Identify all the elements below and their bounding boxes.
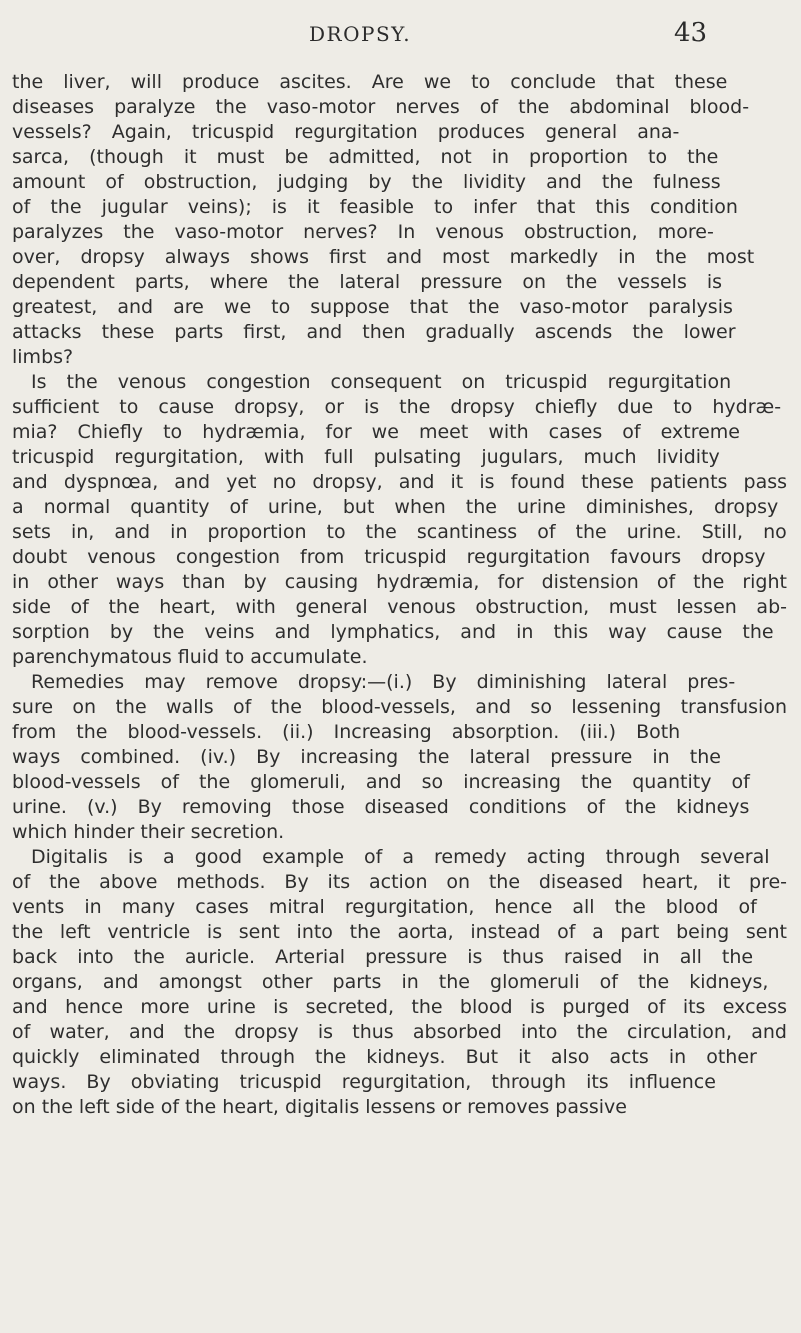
text-line: diseases paralyze the vaso-motor nerves of the abdominal blood-	[12, 96, 750, 118]
text-line: doubt venous congestion from tricuspid regurgitation favours dropsy	[12, 546, 766, 568]
text-line: sufficient to cause dropsy, or is the dropsy chiefly due to hydræ-	[12, 396, 782, 418]
paragraph	[12, 370, 801, 670]
body-text	[12, 70, 801, 1120]
text-line: Digitalis is a good example of a remedy acting through several	[31, 846, 770, 868]
text-line: amount of obstruction, judging by the lividity and the fulness	[12, 171, 721, 193]
text-line: over, dropsy always shows first and most markedly in the most	[12, 246, 755, 268]
text-line: parenchymatous fluid to accumulate.	[12, 646, 368, 668]
text-line: dependent parts, where the lateral pressure on the vessels is	[12, 271, 723, 293]
text-line: of the jugular veins); is it feasible to infer that this condition	[12, 196, 738, 218]
text-line: from the blood-vessels. (ii.) Increasing absorption. (iii.) Both	[12, 721, 681, 743]
page-number: 43	[674, 18, 708, 48]
text-line: Is the venous congestion consequent on tricuspid regurgitation	[31, 371, 732, 393]
paragraph	[12, 670, 801, 845]
running-head: DROPSY.	[309, 22, 412, 46]
text-line: blood-vessels of the glomeruli, and so increasing the quantity of	[12, 771, 750, 793]
text-line: sarca, (though it must be admitted, not in proportion to the	[12, 146, 719, 168]
text-line: a normal quantity of urine, but when the urine diminishes, dropsy	[12, 496, 779, 518]
text-line: of water, and the dropsy is thus absorbed into the circulation, and	[12, 1021, 787, 1043]
text-line: limbs?	[12, 346, 74, 368]
text-line: tricuspid regurgitation, with full pulsating jugulars, much lividity	[12, 446, 720, 468]
text-line: mia? Chiefly to hydræmia, for we meet with cases of extreme	[12, 421, 740, 443]
text-line: back into the auricle. Arterial pressure is thus raised in all the	[12, 946, 754, 968]
text-line: paralyzes the vaso-motor nerves? In venous obstruction, more-	[12, 221, 714, 243]
text-line: the left ventricle is sent into the aorta, instead of a part being sent	[12, 921, 787, 943]
page-header	[0, 18, 801, 54]
text-line: greatest, and are we to suppose that the vaso-motor paralysis	[12, 296, 733, 318]
text-line: quickly eliminated through the kidneys. But it also acts in other	[12, 1046, 757, 1068]
text-line: the liver, will produce ascites. Are we to conclude that these	[12, 71, 728, 93]
text-line: urine. (v.) By removing those diseased conditions of the kidneys	[12, 796, 750, 818]
text-line: of the above methods. By its action on the diseased heart, it pre-	[12, 871, 788, 893]
text-line: in other ways than by causing hydræmia, for distension of the right	[12, 571, 787, 593]
paragraph	[12, 70, 801, 370]
text-line: on the left side of the heart, digitalis lessens or removes passive	[12, 1096, 627, 1118]
text-line: and dyspnœa, and yet no dropsy, and it is found these patients pass	[12, 471, 788, 493]
text-line: vessels? Again, tricuspid regurgitation produces general ana-	[12, 121, 680, 143]
text-line: organs, and amongst other parts in the glomeruli of the kidneys,	[12, 971, 769, 993]
text-line: sets in, and in proportion to the scantiness of the urine. Still, no	[12, 521, 787, 543]
text-line: Remedies may remove dropsy:—(i.) By diminishing lateral pres-	[31, 671, 736, 693]
text-line: attacks these parts first, and then gradually ascends the lower	[12, 321, 736, 343]
text-line: ways combined. (iv.) By increasing the lateral pressure in the	[12, 746, 721, 768]
text-line: vents in many cases mitral regurgitation, hence all the blood of	[12, 896, 757, 918]
text-line: side of the heart, with general venous obstruction, must lessen ab-	[12, 596, 787, 618]
text-line: ways. By obviating tricuspid regurgitation, through its influence	[12, 1071, 716, 1093]
paragraph	[12, 845, 801, 1120]
text-line: sure on the walls of the blood-vessels, and so lessening transfusion	[12, 696, 788, 718]
text-line: sorption by the veins and lymphatics, and in this way cause the	[12, 621, 774, 643]
text-line: and hence more urine is secreted, the blood is purged of its excess	[12, 996, 788, 1018]
text-line: which hinder their secretion.	[12, 821, 285, 843]
